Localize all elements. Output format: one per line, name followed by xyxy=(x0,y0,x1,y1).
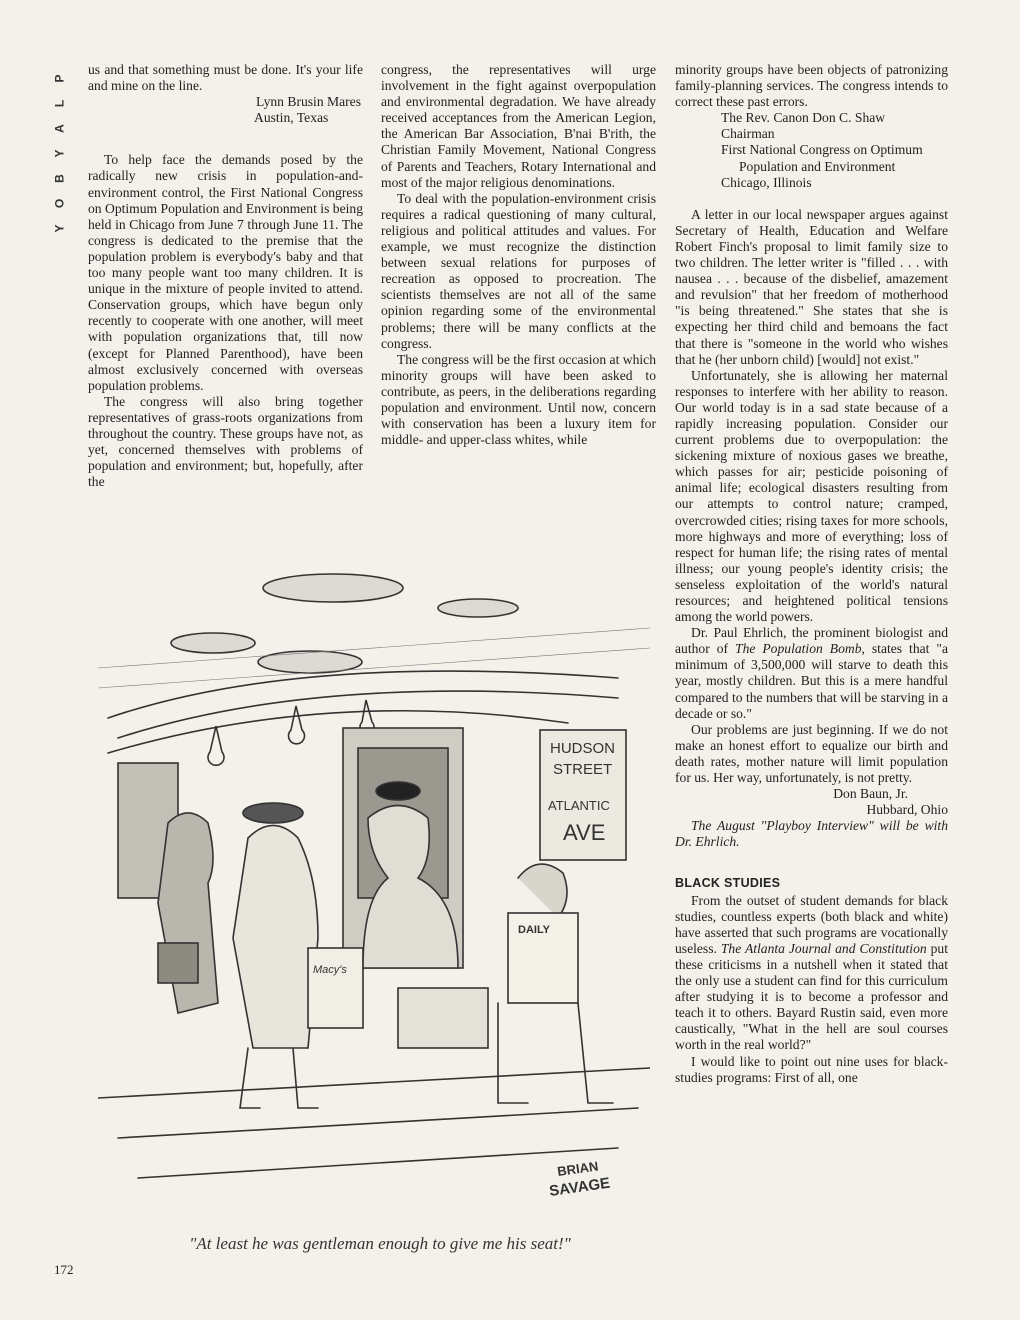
artist-signature: BRIAN xyxy=(556,1158,600,1179)
column-1 xyxy=(88,62,363,490)
column-3 xyxy=(675,62,948,1086)
letter-paragraph: Unfortunately, she is allowing her maternal responses to interfere with her ability to reason. Our world today is in a sad state because of a rapidly increasing population. Consider our current problems due to overpopulation: the sickening mixture of noxious gases we breathe, which passes for air; pesticide poisoning of animal life; ecological disasters resulting from our attempts to control nature; cramped, overcrowded cities; rising taxes for more schools, more highways and more of everything; loss of respect for human life; the rising rates of mental illness; our young people's identity crisis; the senseless exploitation of the world's natural resources; and heightened political tensions among the world powers. xyxy=(675,367,948,625)
womans-handbag xyxy=(158,943,198,983)
subway-cartoon xyxy=(98,548,650,1228)
shopping-bag xyxy=(308,948,363,1028)
editor-note: The August "Playboy Interview" will be with Dr. Ehrlich. xyxy=(675,818,948,850)
signature-name: The Rev. Canon Don C. Shaw xyxy=(721,110,886,126)
column-2 xyxy=(381,62,656,448)
seated-man-head xyxy=(518,864,567,918)
sign-text: ATLANTIC xyxy=(548,798,610,813)
man-legs xyxy=(240,1048,318,1108)
hand-rail xyxy=(108,711,568,753)
artist-signature: SAVAGE xyxy=(548,1174,612,1200)
playboy-side-mark xyxy=(52,66,68,241)
signature-place: Chicago, Illinois xyxy=(721,174,812,190)
letter-paragraph: I would like to point out nine uses for black-studies programs: First of all, one xyxy=(675,1053,948,1085)
side-mark-letter: A xyxy=(52,124,67,133)
bag-label: Macy's xyxy=(313,964,347,976)
newspaper-masthead: DAILY xyxy=(518,924,550,936)
letter-paragraph: A letter in our local newspaper argues against Secretary of Health, Education and Welfare Robert Finch's proposal to limit family size to two children. The letter writer is "filled . . . with nausea . . . because of the disbelief, amazement and revulsion" that her freedom of motherhood "is being threatened." She states that she is expecting her third child and bemoans the fact that there is "someone in the world who wishes that he (her unborn child) [would] not exist." xyxy=(675,206,948,367)
letter-paragraph: The congress will also bring together representatives of grass-roots organizations from throughout the country. These groups have not, as yet, concerned themselves with problems of population and environment; but, hopefully, after the xyxy=(88,393,363,490)
ceiling-light xyxy=(263,574,403,602)
book-title: The Population Bomb xyxy=(735,641,862,657)
page-number: 172 xyxy=(54,1262,74,1277)
sign-text: STREET xyxy=(553,761,613,778)
letter-paragraph: minority groups have been objects of patronizing family-planning services. The congress intends to correct these past errors. xyxy=(675,62,948,110)
section-heading: BLACK STUDIES xyxy=(675,875,781,890)
side-mark-letter: O xyxy=(52,198,67,209)
hair-bow xyxy=(376,782,420,800)
seated-man-legs xyxy=(498,1003,613,1103)
side-mark-letter: Y xyxy=(52,224,67,233)
letter-paragraph: congress, the representatives will urge involvement in the fight against overpopulation and environmental degradation. We have already received acceptances from the American Legion, the American Bar Association, B'nai B'rith, the Christian Family Movement, National Congress of Parents and Teachers, Rotary International and most of the major religious denominations. xyxy=(381,62,656,190)
floor-line xyxy=(98,1068,650,1098)
hand-strap xyxy=(208,726,224,765)
signature-org: Population and Environment xyxy=(739,158,896,174)
letter-paragraph xyxy=(675,625,948,722)
text-run: Dr. Paul Ehrlich, the prominent biologist and author of xyxy=(675,625,948,657)
hand-strap xyxy=(289,706,305,744)
side-mark-letter: B xyxy=(52,174,67,183)
cartoon-linework xyxy=(98,574,650,1178)
floor-line xyxy=(138,1148,618,1178)
signature-place: Austin, Texas xyxy=(254,110,329,126)
letter-paragraph: To help face the demands posed by the radically new crisis in population-and-environment control, the First National Congress on Optimum Population and Environment is being held in Chicago from June 7 through June 11. The congress is dedicated to the premise that the population problem is everybody's baby and that too many people want too many children. It is unique in the mixture of people invited to attend. Conservation groups, which have begun only recently to cooperate with one another, will meet with population organizations that, till now (except for Planned Parenthood), have been almost exclusively concerned with overseas population problems. xyxy=(88,152,363,393)
ceiling-light xyxy=(438,599,518,617)
side-mark-letter: L xyxy=(52,99,67,108)
letter-paragraph xyxy=(675,893,948,1054)
letter-paragraph: Our problems are just beginning. If we do not make an honest effort to equalize our birth and death rates, mother nature will limit population for us. Her way, unfortunately, is not pretty. xyxy=(675,721,948,786)
signature-org: First National Congress on Optimum xyxy=(721,142,923,158)
sign-text: HUDSON xyxy=(550,740,616,757)
mans-hat xyxy=(243,803,303,823)
letter-paragraph: The congress will be the first occasion at which minority groups will have been asked to contribute, as peers, in the deliberations regarding population and environment. Until now, concern with conservation has been a luxury item for middle- and upper-class whites, while xyxy=(381,351,656,448)
sign-text: AVE xyxy=(563,820,606,845)
side-mark-letter: P xyxy=(52,74,67,83)
cartoon-caption: "At least he was gentleman enough to give me his seat!" xyxy=(189,1234,571,1253)
letter-paragraph: us and that something must be done. It's your life and mine on the line. xyxy=(88,62,363,94)
signature-title: Chairman xyxy=(721,126,775,142)
signature-place: Hubbard, Ohio xyxy=(866,802,948,818)
text-run: , states that "a minimum of 3,500,000 will starve to death this year, mostly children. But this is a mere handful compared to the numbers that will be starving in a decade or so." xyxy=(675,641,948,721)
text-run: From the outset of student demands for black studies, countless experts (both black and white) have asserted that such programs are vocationally useless. xyxy=(675,892,948,956)
ceiling-light xyxy=(171,633,255,653)
text-run: put these criticisms in a nutshell when it stated that the only use a student can find for this curriculum after studying it is to become a professor and teach it to others. Bayard Rustin said, even more caustically, "What in the hell are soul courses worth in the real world?" xyxy=(675,940,948,1053)
floor-line xyxy=(118,1108,638,1138)
side-mark-letter: Y xyxy=(52,149,67,158)
man-figure xyxy=(233,826,318,1049)
signature-name: Don Baun, Jr. xyxy=(833,786,908,802)
signature-name: Lynn Brusin Mares xyxy=(256,94,361,110)
newspaper-title: The Atlanta Journal and Constitution xyxy=(720,940,927,956)
suitcase xyxy=(398,988,488,1048)
letter-paragraph: To deal with the population-environment crisis requires a radical questioning of many cultural, religious and political attitudes and values. For example, we must recognize the distinction between sexual relations for purposes of recreation as opposed to procreation. The scientists themselves are not all of the same opinion regarding some of the environmental problems; there will be many conflicts at the congress. xyxy=(381,190,656,351)
